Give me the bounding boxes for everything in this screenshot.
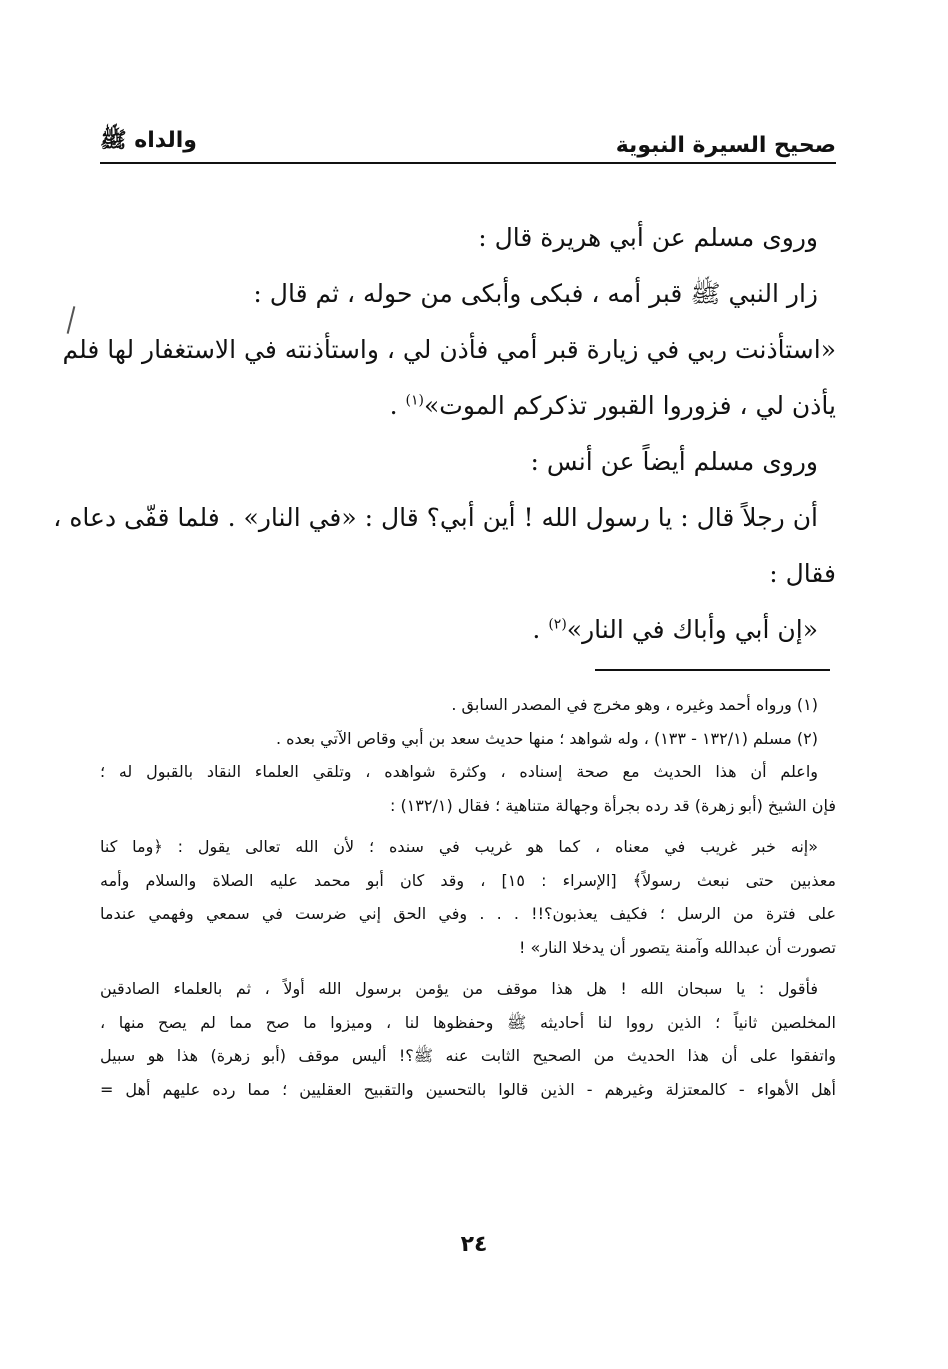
footnote-line: على فترة من الرسل ؛ فكيف يعذبون؟!! . . . وفي الحق إني ضرست في سمعي وفهمي عندما <box>100 904 836 923</box>
page-number: ٢٤ <box>460 1232 488 1257</box>
footnote-line: أهل الأهواء - كالمعتزلة وغيرهم - الذين قالوا بالتحسين والتقبيح العقليين ؛ مما رده عليهم أهل = <box>100 1079 836 1099</box>
line-end-mark: . <box>389 391 406 420</box>
footnote-ref-2: (٢) <box>548 616 567 633</box>
footnote-line: واتفقوا على أن هذا الحديث من الصحيح الثابت عنه ﷺ؟! أليس موقف (أبو زهرة) هذا هو سبيل <box>100 1046 836 1065</box>
main-line: زار النبي ﷺ قبر أمه ، فبكى وأبكى من حوله ، ثم قال : <box>253 279 818 308</box>
footnote-line: «إنه خبر غريب في معناه ، كما هو غريب في سنده ؛ لأن الله تعالى يقول : ﴿وما كنا <box>100 837 818 856</box>
main-line: فقال : <box>769 559 836 588</box>
line-end-mark: . <box>532 615 549 644</box>
footnote-line: فأقول : يا سبحان الله ! هل هذا موقف من يؤمن برسول الله أولاً ، ثم بالعلماء الصادقين <box>100 979 818 998</box>
footnote-line: (٢) مسلم (١٣٢/١ - ١٣٣) ، وله شواهد ؛ منها حديث سعد بن أبي وقاص الآتي بعده . <box>275 728 818 748</box>
main-line: وروى مسلم عن أبي هريرة قال : <box>478 223 818 252</box>
main-line-text: يأذن لي ، فزوروا القبور تذكركم الموت» <box>424 391 836 420</box>
book-title: صحيح السيرة النبوية <box>615 133 836 158</box>
footnote-line: تصورت أن عبدالله وآمنة يتصور أن يدخلا النار» ! <box>519 937 836 957</box>
section-title: والداه ﷺ <box>100 128 197 153</box>
footnote-ref-1: (١) <box>405 392 424 409</box>
footnotes <box>100 688 836 1106</box>
main-line: «استأذنت ربي في زيارة قبر أمي فأذن لي ، واستأذنته في الاستغفار لها فلم <box>62 335 836 364</box>
footnote-line: فإن الشيخ (أبو زهرة) قد رده بجرأة وجهالة متناهية ؛ فقال (١٣٢/١) : <box>389 795 836 815</box>
footnote-rule <box>595 669 830 671</box>
footnote-line: المخلصين ثانياً ؛ الذين رووا لنا أحاديثه ﷺ وحفظوها لنا ، وميزوا ما صح مما لم يصح منها ، <box>100 1012 836 1032</box>
main-line <box>100 602 836 658</box>
main-line: أن رجلاً قال : يا رسول الله ! أين أبي؟ قال : «في النار» . فلما قفّى دعاه ، <box>53 503 818 532</box>
main-line: وروى مسلم أيضاً عن أنس : <box>530 447 818 476</box>
header-rule <box>100 162 836 164</box>
main-line-text: «إن أبي وأباك في النار» <box>566 615 818 644</box>
running-header <box>100 118 836 158</box>
footnote-line: واعلم أن هذا الحديث مع صحة إسناده ، وكثرة شواهده ، وتلقي العلماء النقاد بالقبول له ؛ <box>100 762 818 781</box>
footnote-line: معذبين حتى نبعث رسولاً﴾ [الإسراء : ١٥] ، وقد كان أبو محمد عليه الصلاة والسلام وأمه <box>100 870 836 890</box>
footnote-line: (١) ورواه أحمد وغيره ، وهو مخرج في المصدر السابق . <box>451 695 818 714</box>
main-line <box>100 378 836 434</box>
main-text <box>53 210 836 658</box>
